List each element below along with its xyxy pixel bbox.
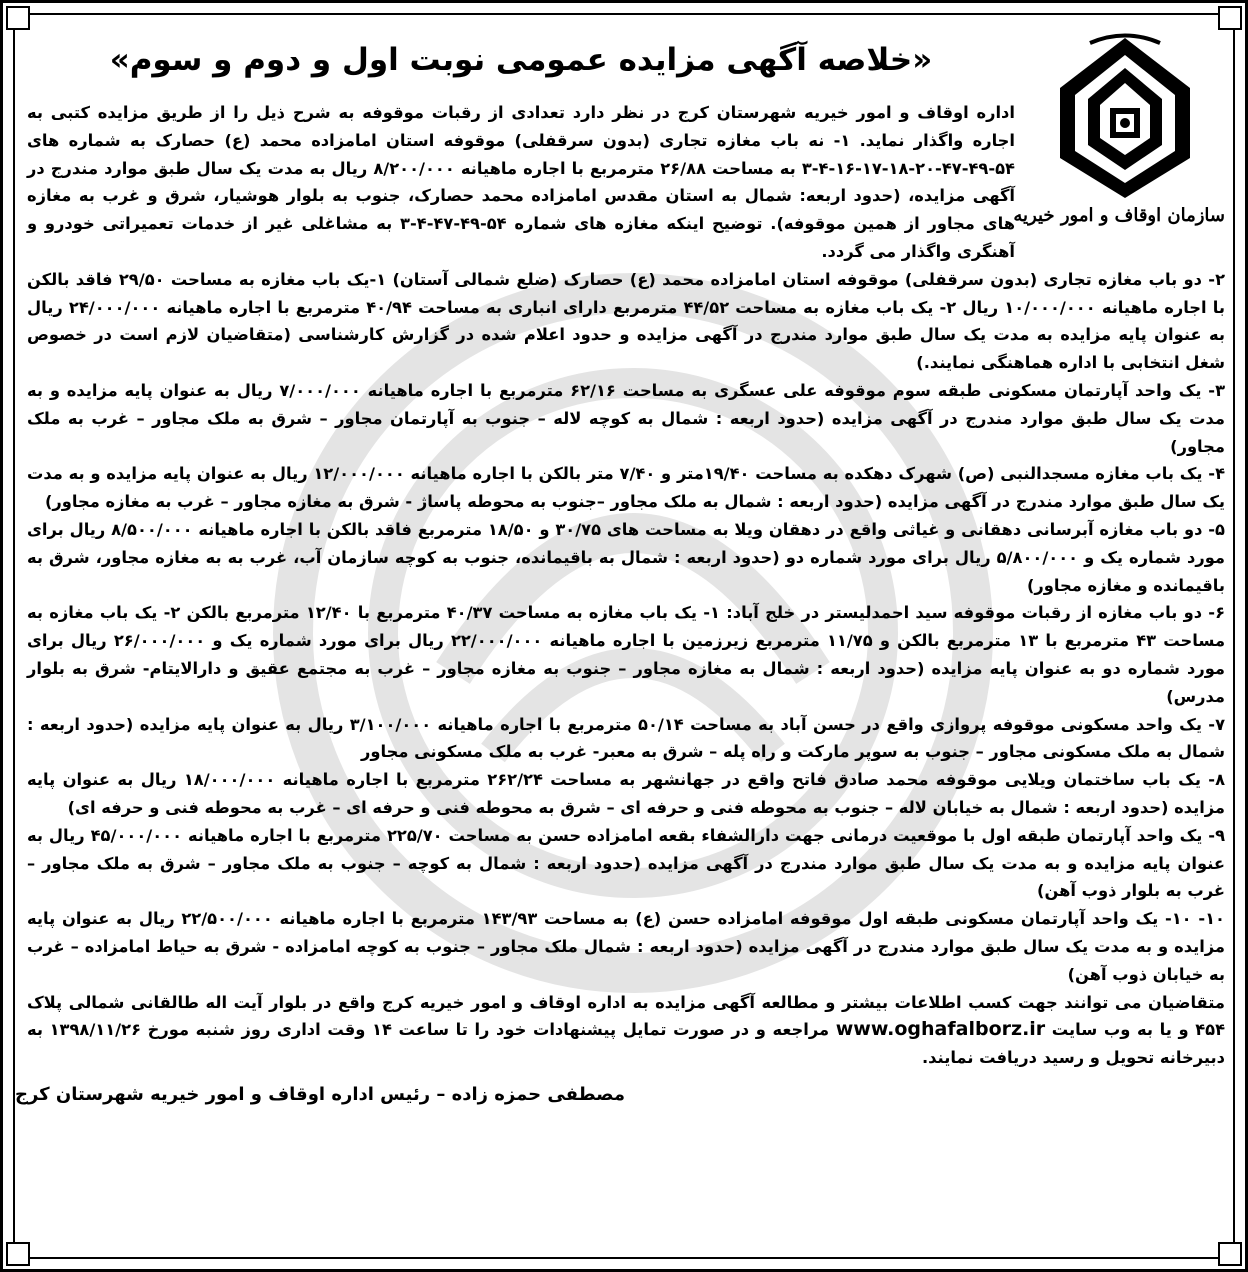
logo-caption: سازمان اوقاف و امور خیریه xyxy=(1013,205,1225,226)
list-item: ۲- دو باب مغازه تجاری (بدون سرقفلی) موقوفه استان امامزاده محمد (ع) حصارک (ضلع شمالی آستان) ۱-یک باب مغازه به مساحت ۲۹/۵۰ فاقد بالکن با اجاره ماهیانه ۱۰/۰۰۰/۰۰۰ ریال ۲- یک باب مغازه به مساحت ۴۴/۵۲ مترمربع دارای انباری به مساحت ۴۰/۹۴ مترمربع با اجاره ماهیانه ۲۴/۰۰۰/۰۰۰ ریال به عنوان پایه مزایده به مدت یک سال طبق موارد مندرج در آگهی مزایده و حدود اعلام شده در گزارش کارشناسی (متقاضیان لازم است در خصوص شغل انتخابی با اداره هماهنگی نمایند.) xyxy=(27,269,1225,373)
intro-paragraph: اداره اوقاف و امور خیریه شهرستان کرج در نظر دارد تعدادی از رقبات موقوفه به شرح ذیل را از طریق مزایده کتبی به اجاره واگذار نماید. ۱- نه باب مغازه تجاری (بدون سرقفلی) موقوفه استان امامزاده محمد (ع) حصارک به شماره های ۵۴-۴۹-۴۷-۲۰-۱۸-۱۷-۱۶-۴-۳ به مساحت ۲۶/۸۸ مترمربع با اجاره ماهیانه ۸/۲۰۰/۰۰۰ ریال به مدت یک سال طبق موارد مندرج در آگهی مزایده، (حدود اربعه: شمال به استان مقدس امامزاده محمد حصارک، جنوب به بلوار هوشیار، شرق و غرب به مغازه های مجاور از همین موقوفه). توضیح اینکه مغازه های شماره ۵۴-۴۹-۴۷-۴-۳ به مشاغلی غیر از خدمات تعمیراتی خودرو و آهنگری واگذار می گردد. xyxy=(27,103,1016,261)
page-title: «خلاصه آگهی مزایده عمومی نوبت اول و دوم و سوم» xyxy=(109,42,933,78)
signature-line: مصطفی حمزه زاده – رئیس اداره اوقاف و امور خیریه شهرستان کرج xyxy=(15,1083,625,1105)
website-link[interactable]: www.oghafalborz.ir xyxy=(835,1018,1046,1041)
closing-text-part2: مراجعه و در صورت تمایل پیشنهادات خود را تا ساعت ۱۴ وقت اداری روز شنبه مورخ ۱۳۹۸/۱۱/۲۶ به دبیرخانه تحویل و رسید دریافت نمایند. xyxy=(27,1020,1225,1068)
list-item: ۸- یک باب ساختمان ویلایی موقوفه محمد صادق فاتح واقع در جهانشهر به مساحت ۲۶۲/۲۴ مترمربع با اجاره ماهیانه ۱۸/۰۰۰/۰۰۰ ریال به عنوان پایه مزایده (حدود اربعه : شمال به خیابان لاله – جنوب به محوطه فنی و حرفه ای – شرق به محوطه فنی و حرفه ای – غرب به محوطه فنی و حرفه ای) xyxy=(27,770,1225,817)
awqaf-emblem-icon xyxy=(1050,33,1200,203)
list-item: ۷- یک واحد مسکونی موقوفه پروازی واقع در حسن آباد به مساحت ۵۰/۱۴ مترمربع با اجاره ماهیانه ۳/۱۰۰/۰۰۰ ریال به عنوان پایه مزایده (حدود اربعه : شمال به ملک مسکونی مجاور – جنوب به سوپر مارکت و راه پله – شرق به معبر- غرب به ملک مسکونی مجاور xyxy=(27,714,1225,762)
list-item: ۹- یک واحد آپارتمان طبقه اول با موقعیت درمانی جهت دارالشفاء بقعه امامزاده حسن به مساحت ۲۲۵/۷۰ مترمربع با اجاره ماهیانه ۴۵/۰۰۰/۰۰۰ ریال به عنوان پایه مزایده و به مدت یک سال طبق موارد مندرج در آگهی مزایده (حدود اربعه : شمال به کوچه – جنوب به ملک مجاور – شرق به ملک مجاور – غرب به بلوار ذوب آهن) xyxy=(27,825,1225,901)
list-item: ۶- دو باب مغازه از رقبات موقوفه سید احمدلیستر در خلج آباد: ۱- یک باب مغازه به مساحت ۴۰/۳۷ مترمربع با ۱۲/۴۰ مترمربع بالکن ۲- یک باب مغازه به مساحت ۴۳ مترمربع با ۱۳ مترمربع بالکن و ۱۱/۷۵ مترمربع زیرزمین با اجاره ماهیانه ۲۲/۰۰۰/۰۰۰ ریال برای مورد شماره یک و ۲۶/۰۰۰/۰۰۰ ریال برای مورد شماره دو به عنوان پایه مزایده (حدود اربعه : شمال به مغازه مجاور – جنوب به مغازه مجاور – غرب به مجتمع عقیق و دارالایتام- شرق به بلوار مدرس) xyxy=(27,603,1226,706)
advertisement-content xyxy=(15,25,1226,1253)
list-item: ۱۰- ۱۰- یک واحد آپارتمان مسکونی طبقه اول موقوفه امامزاده حسن (ع) به مساحت ۱۴۳/۹۳ مترمربع با اجاره ماهیانه ۲۲/۵۰۰/۰۰۰ ریال به عنوان پایه مزایده و به مدت یک سال طبق موارد مندرج در آگهی مزایده (حدود اربعه : شمال ملک مجاور – جنوب به کوچه امامزاده - شرق به حیاط امامزاده – غرب به خیابان ذوب آهن) xyxy=(27,909,1225,984)
auction-items-list xyxy=(27,266,1225,989)
list-item: ۳- یک واحد آپارتمان مسکونی طبقه سوم موقوفه علی عسگری به مساحت ۶۲/۱۶ مترمربع با اجاره ماهیانه ۷/۰۰۰/۰۰۰ ریال به عنوان پایه مزایده و به مدت یک سال طبق موارد مندرج در آگهی مزایده (حدود اربعه : شمال به کوچه لاله – جنوب به آپارتمان مجاور – شرق به ملک مجاور – غرب به ملک مجاور) xyxy=(27,380,1226,456)
list-item: ۴- یک باب مغازه مسجدالنبی (ص) شهرک دهکده به مساحت ۱۹/۴۰متر و ۷/۴۰ متر بالکن با اجاره ماهیانه ۱۲/۰۰۰/۰۰۰ ریال به عنوان پایه مزایده و به مدت یک سال طبق موارد مندرج در آگهی مزایده (حدود اربعه : شمال به ملک مجاور –جنوب به محوطه پاساژ - شرق به مغازه مجاور – غرب به مغازه مجاور) xyxy=(27,464,1225,512)
list-item: ۵- دو باب مغازه آبرسانی دهقانی و غیاثی واقع در دهقان ویلا به مساحت های ۳۰/۷۵ و ۱۸/۵۰ مترمربع فاقد بالکن با اجاره ماهیانه ۸/۵۰۰/۰۰۰ ریال برای مورد شماره یک و ۵/۸۰۰/۰۰۰ ریال برای مورد شماره دو (حدود اربعه : شمال به باقیمانده، جنوب به کوچه سازمان آب، غرب به به مغازه مجاور، شرق به باقیمانده و مغازه مجاور) xyxy=(27,519,1225,595)
awqaf-logo xyxy=(1013,33,1225,283)
closing-paragraph xyxy=(27,989,1225,1072)
closing-text-part1: متقاضیان می توانند جهت کسب اطلاعات بیشتر و مطالعه آگهی مزایده به اداره اوقاف و امور خیریه کرج واقع در بلوار آیت اله طالقانی شمالی پلاک ۴۵۴ و یا به وب سایت xyxy=(27,992,1226,1040)
